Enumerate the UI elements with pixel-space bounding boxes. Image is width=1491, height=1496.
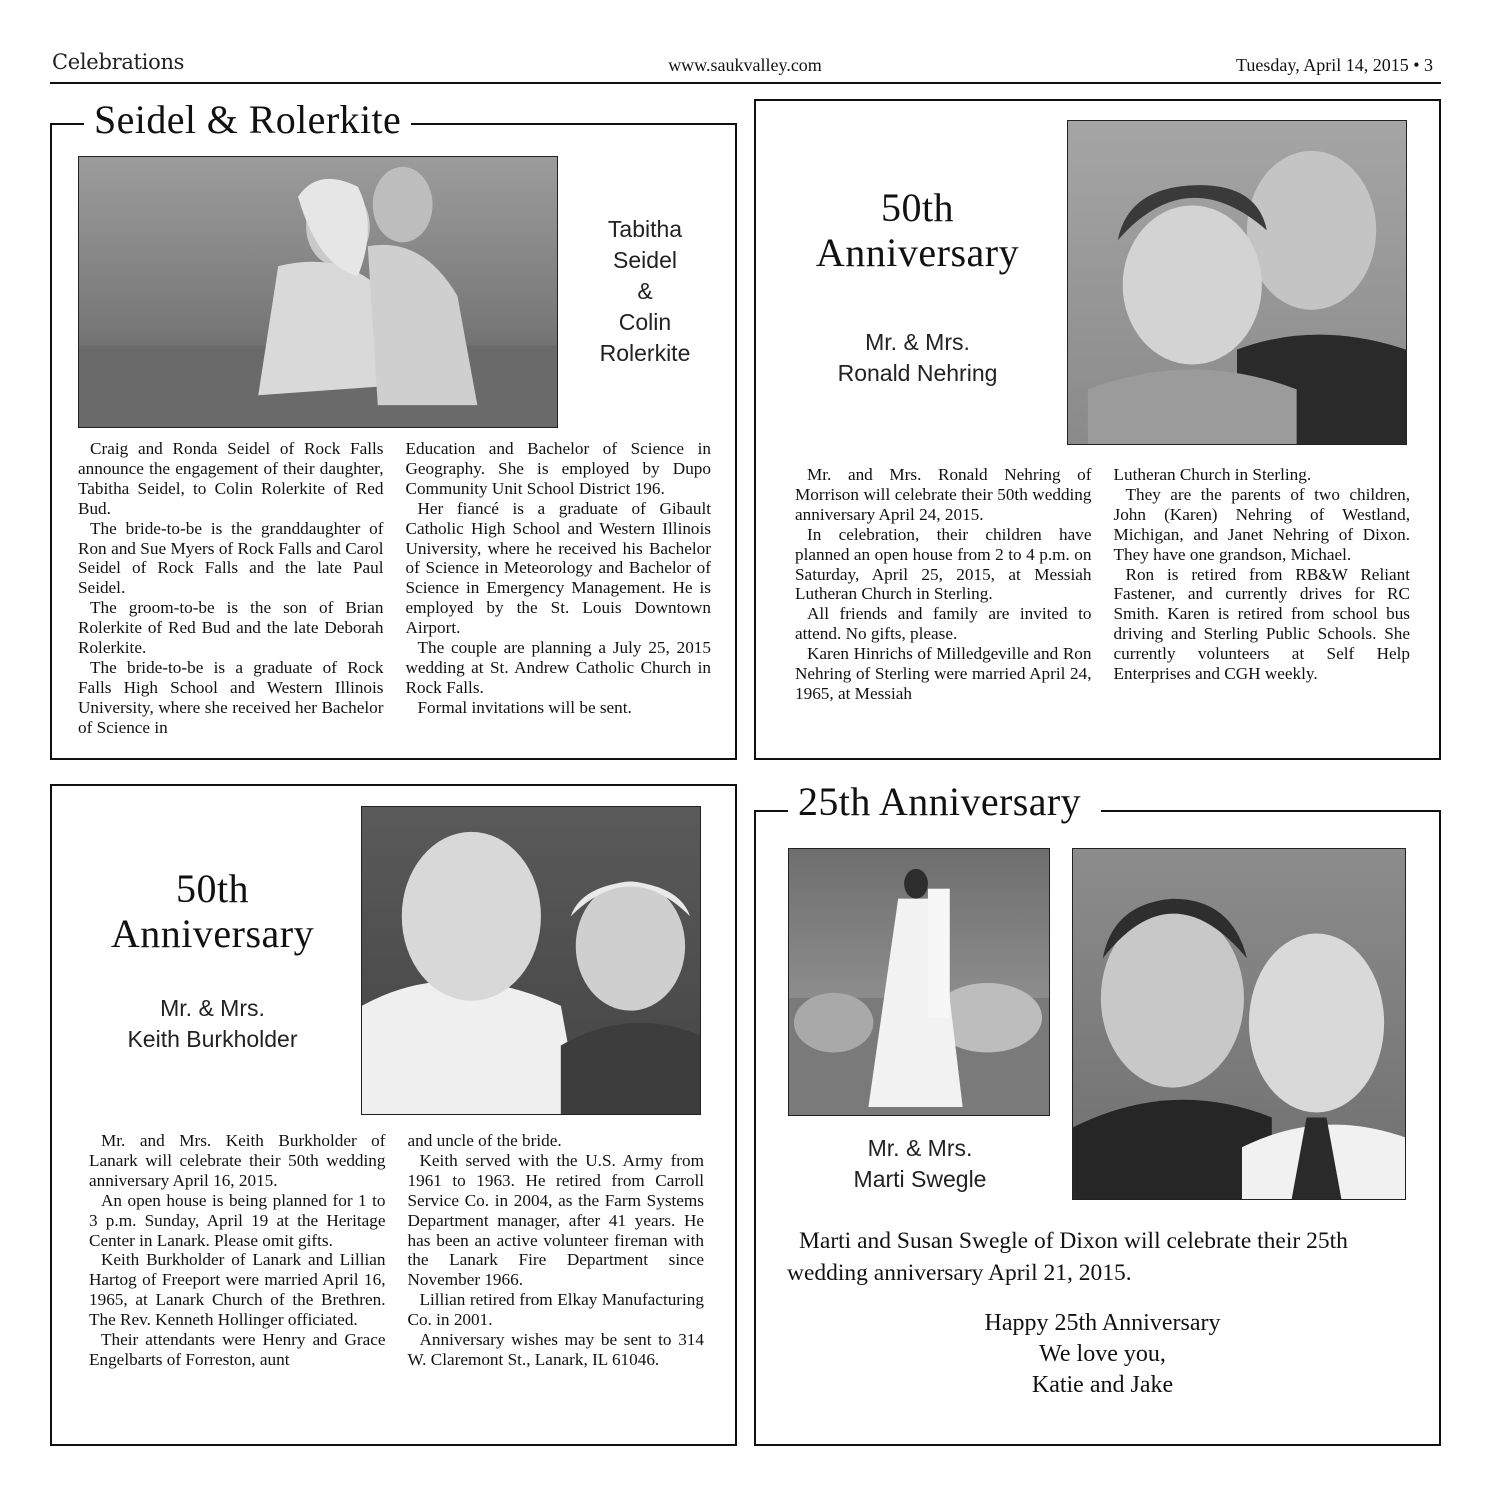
wish-line: Katie and Jake — [1031, 1372, 1174, 1398]
paragraph: Karen Hinrichs of Milledgeville and Ron Nehring of Sterling were married April 24, 1965, at Messiah — [795, 644, 1092, 703]
seidel-names — [570, 214, 720, 369]
nehring-couple-photo — [1067, 120, 1407, 445]
heading-line: Anniversary — [815, 230, 1020, 275]
date-page: Tuesday, April 14, 2015 • 3 — [1236, 55, 1433, 75]
name-line: Colin — [618, 309, 672, 335]
name-line: Mr. & Mrs. — [160, 995, 265, 1021]
swegle-body: Marti and Susan Swegle of Dixon will celebrate their 25th wedding anniversary April 21, 2015. — [787, 1228, 1348, 1286]
burkholder-body — [89, 1131, 704, 1370]
section-name: Celebrations — [52, 50, 185, 74]
name-line: Mr. & Mrs. — [867, 1135, 973, 1161]
paragraph: Her fiancé is a graduate of Gibault Catholic High School and Western Illinois University, where he received his Bachelor of Science in Meteorology and Bachelor of Science in Emergency Management. He is employed by the St. Louis Downtown Airport. — [405, 498, 711, 638]
name-line: Seidel — [613, 247, 677, 273]
name-line: Ronald Nehring — [837, 360, 998, 386]
paragraph: Craig and Ronda Seidel of Rock Falls announce the engagement of their daughter, Tabitha Seidel, to Colin Rolerkite of Red Bud. — [78, 439, 384, 518]
paragraph: The groom-to-be is the son of Brian Rolerkite of Red Bud and the late Deborah Rolerkite. — [78, 598, 384, 658]
burkholder-names — [75, 993, 350, 1055]
paragraph: Mr. and Mrs. Keith Burkholder of Lanark will celebrate their 50th wedding anniversary April 16, 2015. — [89, 1131, 386, 1190]
seidel-body — [78, 439, 711, 738]
paragraph: They are the parents of two children, John (Karen) Nehring of Westland, Michigan, and Janet Nehring of Dixon. They have one grandson, Michael. — [1113, 484, 1410, 564]
wish-line: Happy 25th Anniversary — [984, 1310, 1221, 1336]
nehring-names — [780, 327, 1055, 389]
burkholder-col-2 — [408, 1131, 705, 1370]
paragraph: and uncle of the bride. — [407, 1131, 562, 1150]
paragraph: Ron is retired from RB&W Reliant Fastener, and currently drives for RC Smith. Karen is retired from school bus driving and Sterling Public Schools. She currently volunteers at Self Help Enterprises and CGH weekly. — [1113, 564, 1410, 684]
paragraph: Education and Bachelor of Science in Geography. She is employed by Dupo Community Unit School District 196. — [405, 439, 711, 498]
nehring-heading — [780, 185, 1055, 275]
paragraph: Lillian retired from Elkay Manufacturing Co. in 2001. — [407, 1290, 704, 1330]
paragraph: The couple are planning a July 25, 2015 wedding at St. Andrew Catholic Church in Rock Falls. — [405, 638, 711, 697]
paragraph: In celebration, their children have planned an open house from 2 to 4 p.m. on Saturday, April 25, 2015, at Messiah Lutheran Church in Sterling. — [795, 524, 1092, 604]
paragraph: Mr. and Mrs. Ronald Nehring of Morrison will celebrate their 50th wedding anniversary April 24, 2015. — [795, 465, 1092, 524]
paragraph: All friends and family are invited to attend. No gifts, please. — [795, 604, 1092, 644]
website[interactable]: www.saukvalley.com — [668, 55, 822, 75]
name-line: Rolerkite — [599, 340, 691, 366]
name-line: & — [637, 278, 653, 304]
nehring-body — [795, 465, 1410, 704]
burkholder-col-1 — [89, 1131, 386, 1370]
swegle-title: 25th Anniversary — [788, 779, 1101, 825]
nehring-col-1 — [795, 465, 1092, 704]
name-line: Tabitha — [607, 216, 683, 242]
seidel-title: Seidel & Rolerkite — [84, 97, 411, 143]
wish-line: We love you, — [1039, 1341, 1166, 1367]
burkholder-heading — [75, 866, 350, 956]
swegle-wedding-photo — [788, 848, 1050, 1116]
heading-line: 50th — [175, 866, 250, 911]
seidel-couple-photo — [78, 156, 558, 428]
swegle-wish — [900, 1308, 1305, 1401]
paragraph: An open house is being planned for 1 to 3 p.m. Sunday, April 19 at the Heritage Center in Lanark. Please omit gifts. — [89, 1190, 386, 1250]
heading-line: Anniversary — [110, 911, 315, 956]
header-rule — [50, 82, 1441, 84]
name-line: Mr. & Mrs. — [865, 329, 970, 355]
seidel-col-1 — [78, 439, 384, 738]
paragraph: Formal invitations will be sent. — [417, 697, 632, 717]
seidel-col-2 — [406, 439, 712, 738]
paragraph: The bride-to-be is the granddaughter of Ron and Sue Myers of Rock Falls and Carol Seidel of Rock Falls and the late Paul Seidel. — [78, 518, 384, 598]
paragraph: Their attendants were Henry and Grace Engelbarts of Forreston, aunt — [89, 1330, 386, 1369]
name-line: Keith Burkholder — [127, 1026, 298, 1052]
swegle-couple-photo — [1072, 848, 1406, 1200]
paragraph: Keith Burkholder of Lanark and Lillian Hartog of Freeport were married April 16, 1965, at Lanark Church of the Brethren. The Rev. Kenneth Hollinger officiated. — [89, 1250, 386, 1330]
nehring-col-2 — [1114, 465, 1411, 704]
burkholder-couple-photo — [361, 806, 701, 1115]
name-line: Marti Swegle — [853, 1166, 987, 1192]
paragraph: The bride-to-be is a graduate of Rock Falls High School and Western Illinois University, where she received her Bachelor of Science in — [78, 657, 384, 737]
paragraph: Anniversary wishes may be sent to 314 W. Claremont St., Lanark, IL 61046. — [407, 1330, 704, 1369]
heading-line: 50th — [880, 185, 955, 230]
swegle-names — [790, 1133, 1050, 1195]
paragraph: Lutheran Church in Sterling. — [1113, 465, 1312, 484]
paragraph: Keith served with the U.S. Army from 1961 to 1963. He retired from Carroll Service Co. in 2004, as the Farm Systems Department manager, after 41 years. He has been an active volunteer fireman with the Lanark Fire Department since November 1966. — [407, 1150, 704, 1290]
